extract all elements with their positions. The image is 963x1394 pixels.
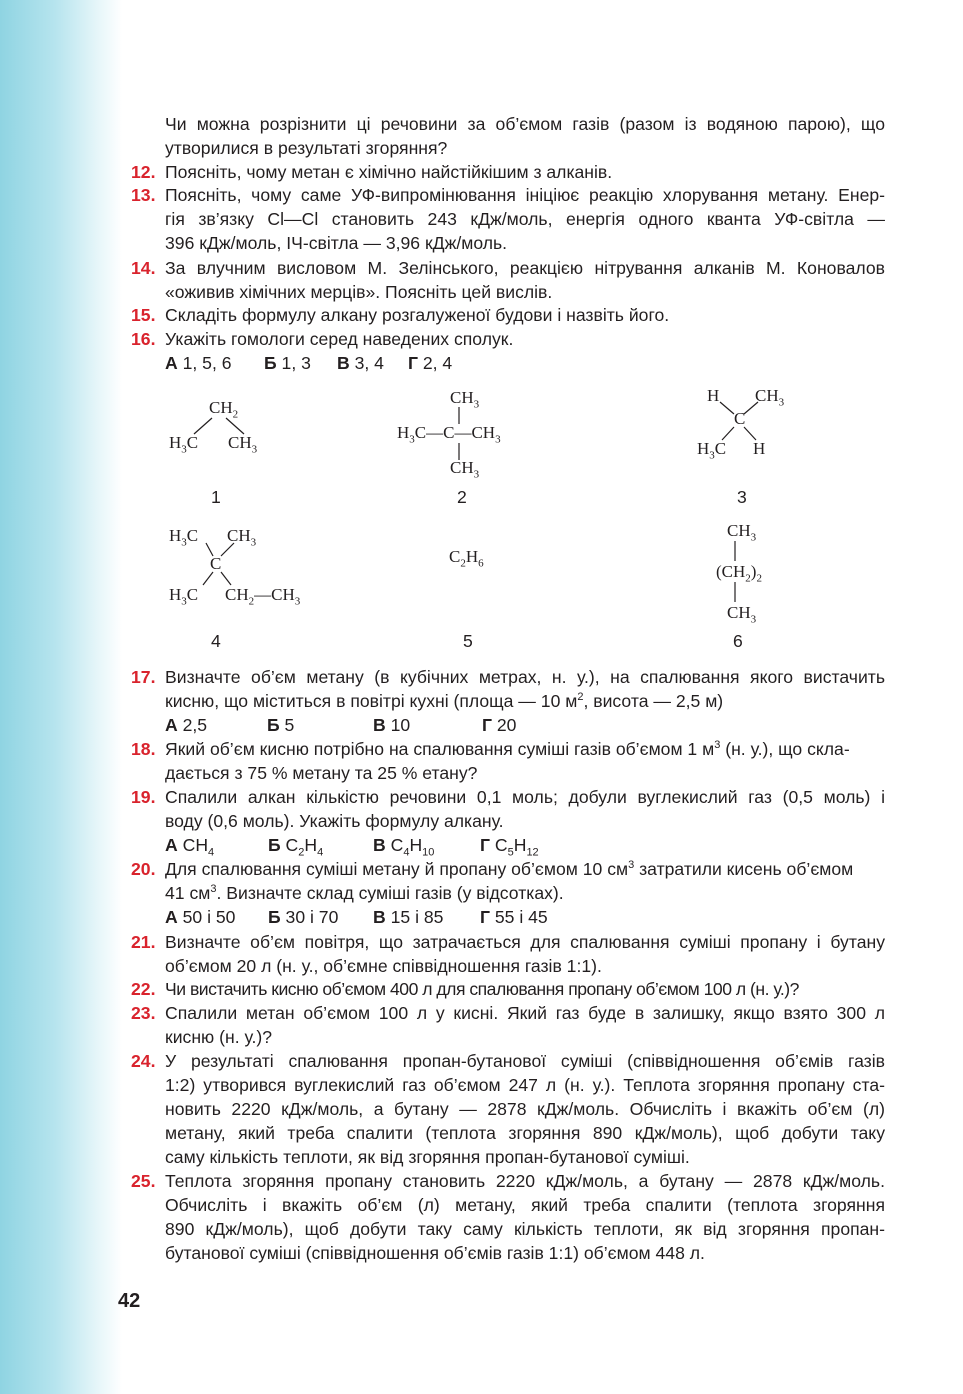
question-21-line-2: об’ємом 20 л (н. у., об’ємне співвідношення газів 1:1). bbox=[165, 956, 602, 976]
question-number-19: 19. bbox=[131, 787, 156, 807]
structure-label-5: 5 bbox=[463, 631, 473, 651]
question-22-line-1: Чи вистачить кисню об’ємом 400 л для спалювання пропану об’ємом 100 л (н. у.)? bbox=[165, 979, 799, 999]
question-18-line-1: Який об’єм кисню потрібно на спалювання суміші газів об’ємом 1 $м^3$ (н. у.), що скла- bbox=[165, 739, 850, 759]
question-21-line-1: Визначте об’єм повітря, що затрачається для спалювання суміші пропану і бутану bbox=[165, 932, 885, 952]
question-25-line-4: бутанової суміші (співвідношення об’ємів газів 1:1) об’ємом 448 л. bbox=[165, 1243, 705, 1263]
question-23-line-1: Спалили метан об’ємом 100 л у кисні. Який газ буде в залишку, якщо взято 300 л bbox=[165, 1003, 885, 1023]
s6-top: $CH_3$ bbox=[727, 521, 757, 544]
s1-top: $CH_2$ bbox=[209, 398, 239, 421]
question-number-16: 16. bbox=[131, 329, 156, 349]
question-12-line-1: Поясніть, чому метан є хімічно найстійкішим з алканів. bbox=[165, 162, 613, 182]
question-24-line-1: У результаті спалювання пропан-бутанової суміші (співвідношення об’ємів газів bbox=[165, 1051, 885, 1071]
s4-bl: $H_3C$ bbox=[169, 585, 199, 608]
q17-option-b: Б 5 bbox=[267, 715, 295, 735]
s5-formula: $C_2H_6$ bbox=[449, 547, 484, 570]
question-13-line-1: Поясніть, чому саме УФ-випромінювання ініціює реакцію хлорування метану. Енер- bbox=[165, 185, 885, 205]
question-number-23: 23. bbox=[131, 1003, 156, 1023]
intro-line-1: Чи можна розрізнити ці речовини за об’ємом газів (разом із водяною парою), що bbox=[165, 114, 885, 134]
s4-tl: $H_3C$ bbox=[169, 526, 199, 549]
q20-option-c: В 15 і 85 bbox=[373, 907, 444, 927]
question-20-line-2: 41 $см^3$. Визначте склад суміші газів (у відсотках). bbox=[165, 883, 564, 903]
question-number-12: 12. bbox=[131, 162, 156, 182]
q16-option-b: Б 1, 3 bbox=[264, 353, 311, 373]
q20-option-d: Г 55 і 45 bbox=[480, 907, 548, 927]
q16-option-a: А 1, 5, 6 bbox=[165, 353, 232, 373]
s4-tr: $CH_3$ bbox=[227, 526, 257, 549]
question-13-line-3: 396 кДж/моль, ІЧ-світла — 3,96 кДж/моль. bbox=[165, 233, 508, 253]
structure-label-4: 4 bbox=[211, 631, 221, 651]
question-number-20: 20. bbox=[131, 859, 156, 879]
question-19-line-1: Спалили алкан кількістю речовини 0,1 моль; добули вуглекислий газ (0,5 моль) і bbox=[165, 787, 885, 807]
question-number-17: 17. bbox=[131, 667, 156, 687]
q16-option-c: В 3, 4 bbox=[337, 353, 384, 373]
q20-option-a: А 50 і 50 bbox=[165, 907, 236, 927]
question-16-line-1: Укажіть гомологи серед наведених сполук. bbox=[165, 329, 514, 349]
s3-tl: H bbox=[707, 386, 720, 405]
structure-label-2: 2 bbox=[457, 487, 467, 507]
question-14-line-2: «оживив хімічних мерців». Поясніть цей вислів. bbox=[165, 282, 553, 302]
question-19-line-2: воду (0,6 моль). Укажіть формулу алкану. bbox=[165, 811, 504, 831]
s1-bond-left bbox=[194, 418, 212, 434]
q17-option-a: А 2,5 bbox=[165, 715, 208, 735]
s4-br: $CH_2—CH_3$ bbox=[225, 585, 301, 608]
question-24-line-5: саму кількість теплоти, як від згоряння пропан-бутанової суміші. bbox=[165, 1147, 690, 1167]
structure-label-6: 6 bbox=[733, 631, 743, 651]
question-17-line-2: кисню, що міститься в повітрі кухні (площа — 10 $м^2$, висота — 2,5 м) bbox=[165, 691, 724, 711]
q19-option-a: А $CH_4$ bbox=[165, 835, 215, 859]
q19-option-d: Г $C_5H_{12}$ bbox=[480, 835, 539, 859]
question-number-18: 18. bbox=[131, 739, 156, 759]
question-number-24: 24. bbox=[131, 1051, 156, 1071]
question-24-line-4: метану, який треба спалити (теплота згоряння 890 кДж/моль), щоб добути таку bbox=[165, 1123, 885, 1143]
question-18-line-2: дається з 75 % метану та 25 % етану? bbox=[165, 763, 478, 783]
q19-option-b: Б $C_2H_4$ bbox=[268, 835, 324, 859]
s2-top: $CH_3$ bbox=[450, 388, 480, 411]
question-23-line-2: кисню (н. у.)? bbox=[165, 1027, 273, 1047]
s1-left: $H_3C$ bbox=[169, 433, 199, 456]
q16-option-d: Г 2, 4 bbox=[408, 353, 453, 373]
question-20-line-1: Для спалювання суміші метану й пропану об’ємом 10 $см^3$ затратили кисень об’ємом bbox=[165, 859, 854, 879]
structure-label-3: 3 bbox=[737, 487, 747, 507]
s6-middle: $(CH_2)_2$ bbox=[716, 562, 762, 585]
question-15-line-1: Складіть формулу алкану розгалуженої будови і назвіть його. bbox=[165, 305, 670, 325]
q17-option-d: Г 20 bbox=[482, 715, 517, 735]
s3-center: C bbox=[734, 409, 746, 428]
s3-bond-tl bbox=[720, 402, 734, 414]
question-17-line-1: Визначте об’єм метану (в кубічних метрах, н. у.), на спалювання якого вистачить bbox=[165, 667, 885, 687]
question-number-25: 25. bbox=[131, 1171, 156, 1191]
question-24-line-2: 1:2) утворився вуглекислий газ об’ємом 247 л (н. у.). Теплота згоряння пропану ста- bbox=[165, 1075, 885, 1095]
s1-bond-right bbox=[226, 418, 244, 434]
s4-center: C bbox=[210, 554, 222, 573]
s3-br: H bbox=[753, 439, 766, 458]
intro-line-2: утворилися в результаті згоряння? bbox=[165, 138, 448, 158]
q17-option-c: В 10 bbox=[373, 715, 411, 735]
s2-bottom: $CH_3$ bbox=[450, 458, 480, 481]
s4-bond-br bbox=[221, 572, 231, 585]
question-24-line-3: новить 2220 кДж/моль, а бутану — 2878 кДж/моль. Обчисліть і вкажіть об’єм (л) bbox=[165, 1099, 885, 1119]
question-number-14: 14. bbox=[131, 258, 156, 278]
q20-option-b: Б 30 і 70 bbox=[268, 907, 339, 927]
question-number-15: 15. bbox=[131, 305, 156, 325]
s3-bl: $H_3C$ bbox=[697, 439, 727, 462]
question-number-13: 13. bbox=[131, 185, 156, 205]
question-25-line-3: 890 кДж/моль), щоб добути таку саму кількість теплоти, як від згоряння пропан- bbox=[165, 1219, 885, 1239]
s3-tr: $CH_3$ bbox=[755, 386, 785, 409]
question-13-line-2: гія зв’язку Cl—Cl становить 243 кДж/моль, енергія одного кванта УФ-світла — bbox=[165, 209, 885, 229]
s1-right: $CH_3$ bbox=[228, 433, 258, 456]
question-25-line-2: Обчисліть і вкажіть об’єм (л) метану, який треба спалити (теплота згоряння bbox=[165, 1195, 885, 1215]
s2-middle: $H_3C—C—CH_3$ bbox=[397, 423, 501, 446]
structure-label-1: 1 bbox=[211, 487, 221, 507]
question-number-21: 21. bbox=[131, 932, 156, 952]
page-number: 42 bbox=[118, 1290, 141, 1312]
question-number-22: 22. bbox=[131, 979, 156, 999]
q19-option-c: В $C_4H_{10}$ bbox=[373, 835, 435, 859]
question-25-line-1: Теплота згоряння пропану становить 2220 кДж/моль, а бутану — 2878 кДж/моль. bbox=[165, 1171, 885, 1191]
s6-bottom: $CH_3$ bbox=[727, 603, 757, 626]
question-14-line-1: За влучним висловом М. Зелінського, реакцією нітрування алканів М. Коновалов bbox=[165, 258, 885, 278]
